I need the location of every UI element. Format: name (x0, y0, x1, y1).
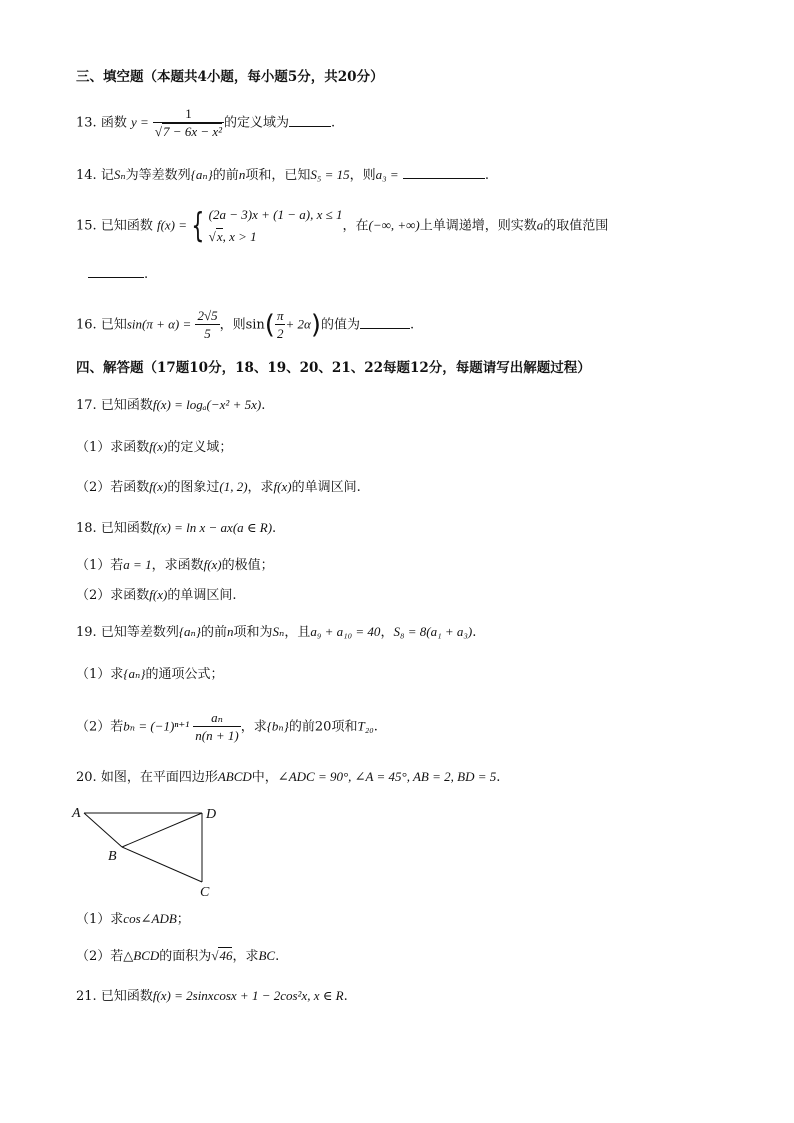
question-text: 项和 (331, 719, 358, 735)
math-expression: f(x) = 2sinxcosx + 1 − 2cos²x, x ∈ R (152, 988, 344, 1003)
math-expression: a₉ + a₁₀ = 40 (310, 624, 381, 639)
question-text: ，求函数 (151, 558, 204, 573)
question-text: 若 (110, 949, 124, 964)
vertex-label-a: A (72, 806, 81, 821)
punctuation: . (261, 398, 266, 413)
fraction-denominator: n(n + 1) (195, 728, 239, 743)
question-number: 13. (76, 115, 101, 131)
math-expression: T₂₀ (357, 718, 374, 734)
question-number: 15. (76, 218, 101, 234)
punctuation: . (272, 521, 277, 536)
question-text: 如图，在平面四边形 (100, 770, 218, 785)
vertex-label-b: B (108, 849, 117, 864)
math-expression: S₅ = 15 (310, 167, 350, 182)
brace-icon: { (191, 206, 205, 246)
question-text: 的图象过 (167, 480, 220, 495)
punctuation: . (343, 989, 348, 1004)
case-2-condition: , x > 1 (222, 229, 257, 244)
math-expression: S₈ = 8(a₁ + a₃) (393, 624, 473, 639)
section-4-title: 四、解答题（17题10分，18、19、20、21、22每题12分，每题请写出解题过程） (76, 360, 591, 376)
question-13 (76, 106, 335, 140)
math-expression: Sₙ (272, 624, 285, 639)
part-label: （2） (76, 719, 111, 735)
question-text: ，求 (240, 719, 267, 735)
question-text: 求函数 (110, 440, 150, 455)
math-expression: sin (245, 317, 265, 333)
question-20 (76, 768, 500, 787)
fraction (153, 106, 224, 140)
question-text: 已知函数 (100, 398, 153, 413)
fraction (193, 710, 240, 744)
question-number: 16. (76, 317, 101, 333)
question-14 (76, 166, 489, 185)
answer-blank[interactable] (88, 265, 144, 278)
question-text: 求 (110, 667, 124, 682)
question-text: ，则 (219, 317, 246, 333)
question-text: 项和，已知 (245, 168, 311, 183)
vertex-label-c: C (200, 885, 210, 900)
radicand: 7 − 6x − x² (163, 124, 223, 139)
question-text: 若 (110, 558, 124, 573)
math-expression: ∠ADC = 90°, ∠A = 45°, AB = 2, BD = 5 (277, 769, 497, 784)
question-text: ，则 (349, 168, 376, 183)
math-expression: ABCD (217, 769, 252, 784)
question-text: ，在 (342, 218, 369, 234)
question-text: 的前 (201, 625, 228, 640)
fraction-denominator: √7 − 6x − x² (154, 124, 223, 139)
part-label: （1） (76, 558, 111, 573)
question-text: 项和为 (233, 625, 273, 640)
question-text: 的单调区间. (167, 588, 237, 603)
left-paren: ( (264, 310, 275, 340)
question-text: 的前 (212, 168, 239, 183)
question-18-part-2 (76, 586, 236, 605)
right-paren: ) (310, 310, 321, 340)
math-expression: △BCD (123, 948, 160, 963)
punctuation: . (496, 770, 501, 785)
fraction (275, 308, 286, 342)
question-20-part-2 (76, 947, 279, 966)
quadrilateral-figure (70, 800, 230, 900)
math-expression: y = (130, 114, 149, 130)
question-number: 17. (76, 398, 101, 413)
question-number: 21. (76, 989, 101, 1004)
math-expression: sin(π + α) = (126, 316, 192, 332)
question-17-part-1 (76, 438, 232, 457)
math-expression: f(x) = ln x − ax(a ∈ R) (152, 520, 273, 535)
math-expression: n (227, 624, 234, 639)
math-expression: bₙ = (−1)ⁿ⁺¹ (123, 718, 190, 734)
punctuation: . (373, 719, 378, 735)
math-expression: f(x) = (156, 217, 188, 233)
math-expression: Sₙ (113, 167, 126, 182)
math-expression: f(x) (273, 479, 292, 494)
punctuation: . (410, 317, 415, 333)
punctuation: . (484, 168, 489, 183)
punctuation: . (472, 625, 477, 640)
fraction-numerator: π (276, 308, 284, 323)
question-text: 已知函数 (100, 521, 153, 536)
part-label: （1） (76, 912, 111, 927)
question-19-part-2 (76, 710, 378, 744)
edge-bd (122, 813, 202, 847)
math-expression: a₃ = (375, 167, 399, 182)
section-3-title: 三、填空题（本题共4小题，每小题5分，共20分） (76, 69, 384, 85)
math-expression: f(x) (149, 587, 168, 602)
question-18-part-1 (76, 556, 274, 575)
punctuation: . (275, 949, 280, 964)
question-text: ，求 (232, 949, 259, 964)
math-expression: f(x) = logₐ(−x² + 5x) (152, 397, 262, 412)
part-label: （1） (76, 667, 111, 682)
question-text: 已知等差数列 (100, 625, 179, 640)
radicand: x (216, 229, 223, 244)
question-text: 函数 (100, 115, 127, 131)
question-19 (76, 623, 476, 642)
fraction-numerator: 1 (153, 106, 224, 123)
part-label: （2） (76, 949, 111, 964)
question-text: 已知函数 (100, 218, 153, 234)
question-text: 求函数 (110, 588, 150, 603)
math-expression: √46 (211, 948, 233, 963)
edge-bc (122, 847, 202, 882)
math-expression: + 2α (285, 316, 311, 332)
fraction-denominator: 5 (204, 326, 211, 341)
math-expression: (1, 2) (219, 479, 248, 494)
punctuation: . (144, 267, 149, 282)
math-expression: f(x) (203, 557, 222, 572)
math-expression: {bₙ} (266, 718, 289, 734)
question-20-part-1 (76, 910, 190, 929)
question-text: 中， (251, 770, 278, 785)
edge-ab (84, 813, 122, 847)
fraction-numerator: 2√5 (197, 308, 218, 323)
math-expression: a (536, 217, 544, 233)
question-15-answer-line (88, 265, 148, 284)
radicand: 46 (219, 948, 233, 963)
math-expression: f(x) (149, 439, 168, 454)
question-text: 若 (110, 719, 124, 735)
math-expression: (−∞, +∞) (368, 217, 420, 233)
math-expression: cos∠ADB (123, 911, 177, 926)
question-text: 的面积为 (159, 949, 212, 964)
question-text: ，且 (284, 625, 311, 640)
question-text: 记 (100, 168, 114, 183)
question-text: 的定义域为 (224, 115, 290, 131)
question-text: 的单调区间. (291, 480, 361, 495)
math-expression: f(x) (149, 479, 168, 494)
question-18 (76, 519, 276, 538)
question-number: 14. (76, 168, 101, 183)
answer-blank[interactable] (403, 166, 485, 179)
part-label: （2） (76, 480, 111, 495)
math-expression: {aₙ} (190, 167, 213, 182)
question-19-part-1 (76, 665, 223, 684)
question-text: 的定义域； (167, 440, 233, 455)
fraction-denominator: 2 (276, 326, 284, 341)
question-number: 20. (76, 770, 101, 785)
answer-blank[interactable] (360, 316, 410, 329)
question-21 (76, 987, 348, 1006)
math-expression: BC (258, 948, 276, 963)
question-17 (76, 396, 265, 415)
fraction (195, 308, 219, 342)
question-text: 若函数 (110, 480, 150, 495)
question-text: 的极值； (221, 558, 274, 573)
math-expression: {aₙ} (178, 624, 201, 639)
question-15 (76, 204, 608, 248)
answer-blank[interactable] (289, 114, 331, 127)
question-text: 已知函数 (100, 989, 153, 1004)
question-text: 求 (110, 912, 124, 927)
math-expression: n (238, 167, 246, 182)
part-label: （1） (76, 440, 111, 455)
question-text: 上单调递增，则实数 (419, 218, 537, 234)
question-number: 19. (76, 625, 101, 640)
question-16 (76, 308, 414, 342)
piecewise-cases (209, 204, 343, 248)
math-expression: a = 1 (123, 557, 152, 572)
question-text: ； (176, 912, 190, 927)
question-text: 已知 (100, 317, 127, 333)
math-expression: 20 (314, 719, 332, 735)
case-2: √x, x > 1 (208, 229, 257, 244)
math-expression: {aₙ} (123, 666, 146, 681)
case-1: (2a − 3)x + (1 − a), x ≤ 1 (208, 207, 343, 222)
question-text: ， (380, 625, 394, 640)
question-text: 的通项公式； (145, 667, 224, 682)
question-text: 的值为 (320, 317, 360, 333)
fraction-numerator: aₙ (193, 710, 240, 727)
part-label: （2） (76, 588, 111, 603)
vertex-label-d: D (206, 807, 217, 822)
question-text: ，求 (247, 480, 274, 495)
question-17-part-2 (76, 478, 361, 497)
punctuation: . (331, 115, 336, 131)
question-text: 的前 (288, 719, 315, 735)
question-text: 为等差数列 (125, 168, 191, 183)
question-text: 的取值范围 (543, 218, 609, 234)
question-number: 18. (76, 521, 101, 536)
